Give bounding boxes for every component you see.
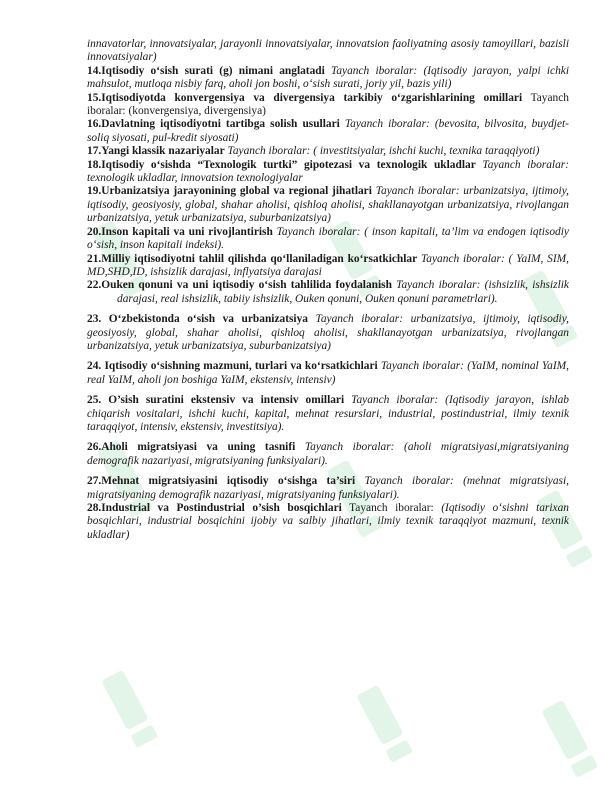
item-label: Tayanch iboralar: (87, 91, 569, 118)
item-label: Tayanch iboralar: (315, 313, 404, 326)
item-number: 27. (87, 475, 102, 488)
item-label: Tayanch iboralar: (331, 64, 418, 77)
item-label: Tayanch iboralar: (344, 118, 430, 131)
list-item (87, 253, 569, 280)
item-number: 18. (87, 158, 102, 171)
item-number: 22. (87, 279, 102, 292)
item-keywords: (mehnat migratsiyasi, migratsiyaning demografik nazariyasi, migratsiyaning funksiyalari). (87, 475, 569, 501)
item-keywords: (konvergensiya, divergensiya) (128, 105, 266, 118)
item-number: 24. (87, 360, 102, 373)
item-keywords: (Iqtisodiy jarayon, ishlab chiqarish vositalari, ishchi kuchi, kapital, mehnat resurslari, industrial, postindustrial, ilmiy texnik taraqqiyot, intensiv, ekstensiv, investitsiya). (87, 394, 569, 433)
item-label: Tayanch iboralar: (375, 185, 460, 198)
item-number: 19. (87, 185, 102, 198)
item-keywords: (Iqtisodiy jarayon, yalpi ichki mahsulot, mutloqa nisbiy farq, aholi jon boshi, o‘sish surati, joriy yil, bazis yili) (87, 64, 569, 91)
list-item (87, 92, 569, 119)
item-label: Tayanch iboralar: (227, 145, 311, 158)
list-item (87, 313, 569, 353)
list-item (87, 441, 569, 468)
item-label: Tayanch iboralar: (304, 441, 395, 454)
list-item (87, 475, 569, 502)
item-heading: Ouken qonuni va uni iqtisodiy o‘sish tahlilida foydalanish (101, 279, 392, 292)
item-keywords: (ishsizlik, ishsizlik darajasi, real ishsizlik, tabiiy ishsizlik, Ouken qonuni, Ouken qonuni parametrlari). (117, 279, 569, 305)
item-heading: Milliy iqtisodiyotni tahlil qilishda qo‘llaniladigan ko‘rsatkichlar (101, 252, 418, 265)
item-heading: O’sish suratini ekstensiv va intensiv omillari (108, 394, 345, 407)
item-number: 20. (87, 225, 102, 238)
list-item (87, 65, 569, 92)
intro-line: innavatorlar, innovatsiyalar, jarayonli innovatsiyalar, innovatsion faoliyatning asosiy tamoyillari, bazisli innovatsiyalar) (87, 38, 569, 64)
item-heading: Industrial va Postindustrial o’sish bosqichlari (101, 502, 342, 514)
item-label: Tayanch iboralar: (380, 360, 465, 373)
item-number: 26. (87, 441, 102, 454)
item-heading: Iqtisodiy o‘sishning mazmuni, turlari va ko‘rsatkichlari (104, 360, 378, 373)
item-keywords: urbanizatsiya, ijtimoiy, iqtisodiy, geosiyosiy, global, shahar aholisi, qishloq aholisi, shakllanayotgan urbanizatsiya, rivojlangan urbanizatsiya, yetuk urbanizatsiya, suburbanizatsiya) (87, 185, 569, 225)
item-keywords: (Iqtisodiy o‘sishni tarixan bosqichlari, industrial bosqichini ijobiy va salbiy jihatlari, ilmiy texnik taraqqiyot mazmuni, texnik ukladlar) (87, 502, 569, 541)
item-keywords: urbanizatsiya, ijtimoiy, iqtisodiy, geosiyosiy, global, shahar aholisi, qishloq aholisi, shakllanayotgan urbanizatsiya, rivojlangan urbanizatsiya, yetuk urbanizatsiya, suburbanizatsiya) (87, 313, 569, 352)
item-keywords: ( inson kapitali, ta’lim va endogen iqtisodiy o‘sish, inson kapitali indeksi). (87, 225, 569, 252)
list-item (87, 394, 569, 434)
item-label: Tayanch iboralar: (351, 394, 439, 407)
list-item (87, 502, 569, 542)
item-heading: Davlatning iqtisodiyotni tartibga solish usullari (101, 118, 340, 131)
document-body (87, 38, 569, 542)
item-label: Tayanch iboralar: (364, 475, 454, 488)
item-heading: Yangi klassik nazariyalar (101, 145, 225, 158)
item-number: 25. (87, 394, 102, 407)
item-heading: Inson kapitali va uni rivojlantirish (101, 225, 273, 238)
list-item (87, 145, 569, 158)
item-keywords: (YaIM, nominal YaIM, real YaIM, aholi jon boshiga YaIM, ekstensiv, intensiv) (87, 360, 569, 386)
item-number: 23. (87, 313, 102, 326)
list-item (87, 185, 569, 225)
item-label: Tayanch iboralar: (421, 252, 505, 265)
item-label: Tayanch iboralar: (276, 225, 361, 238)
item-keywords: (aholi migratsiyasi,migratsiyaning demografik nazariyasi, migratsiyaning funksiyalari). (87, 441, 569, 467)
item-heading: Mehnat migratsiyasini iqtisodiy o‘sishga ta’siri (101, 475, 356, 488)
item-heading: Urbanizatsiya jarayonining global va regional jihatlari (101, 185, 372, 198)
item-number: 15. (87, 91, 102, 104)
item-heading: Iqtisodiyotda konvergensiya va divergensiya tarkibiy o‘zgarishlarining omillari (101, 91, 523, 104)
item-number: 28. (87, 502, 102, 514)
item-heading: Iqtisodiy o‘sishda “Texnologik turtki” gipotezasi va texnologik ukladlar (101, 158, 476, 171)
item-heading: O‘zbekistonda o‘sish va urbanizatsiya (108, 313, 308, 326)
list-item (87, 226, 569, 253)
item-heading: Aholi migratsiyasi va uning tasnifi (101, 441, 296, 454)
item-number: 16. (87, 118, 102, 131)
item-label: Tayanch iboralar: (349, 502, 434, 514)
list-item (87, 360, 569, 387)
list-item (87, 159, 569, 186)
item-label: Tayanch iboralar: (396, 279, 481, 292)
item-number: 17. (87, 145, 102, 158)
item-number: 14. (87, 64, 102, 77)
item-keywords: ( investitsiyalar, ishchi kuchi, texnika taraqqiyoti) (313, 145, 540, 158)
item-keywords: texnologik ukladlar, innovatsion texnologiyalar (87, 172, 303, 185)
item-number: 21. (87, 252, 102, 265)
item-heading: Iqtisodiy o‘sish surati (g) nimani anglatadi (101, 64, 325, 77)
list-item (87, 118, 569, 145)
item-keywords: ( YaIM, SIM, MD,SHD,ID, ishsizlik darajasi, inflyatsiya darajasi (87, 252, 569, 278)
item-keywords: (bevosita, bilvosita, buydjet-soliq siyosati, pul-kredit siyosati) (87, 118, 569, 144)
item-label: Tayanch iboralar: (482, 158, 569, 171)
list-item (87, 279, 569, 306)
